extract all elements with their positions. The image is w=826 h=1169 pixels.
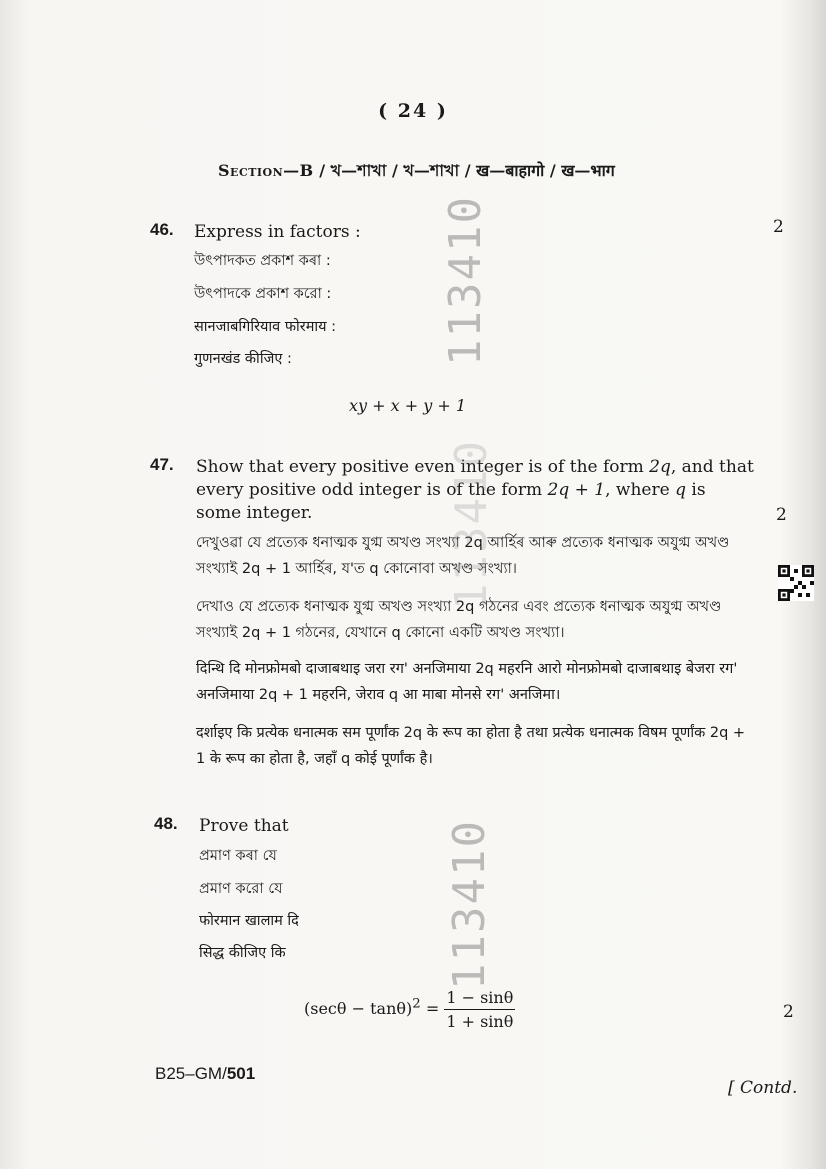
math-2q: 2q	[649, 457, 671, 477]
question-46-number: 46.	[150, 220, 174, 239]
paper-code-prefix: B25–GM/	[155, 1064, 227, 1083]
question-46-english: Express in factors :	[194, 222, 361, 242]
math-q: q	[675, 480, 686, 500]
question-47-number: 47.	[150, 455, 174, 474]
identity-lhs: (secθ − tanθ)	[304, 999, 413, 1018]
question-48-assamese: প্ৰমাণ কৰা যে	[199, 848, 277, 864]
continued-label: [ Contd.	[728, 1078, 798, 1098]
question-47-marks: 2	[776, 505, 787, 525]
identity-equals: =	[425, 999, 440, 1018]
section-heading	[218, 158, 615, 185]
section-heading-english: Section—B	[218, 161, 314, 180]
math-2q-plus-1: 2q + 1	[547, 480, 606, 500]
serial-number-stamp-2: 113410	[444, 819, 495, 990]
question-47-english-part4: is some integer.	[196, 480, 706, 523]
serial-number-stamp: 113410	[440, 195, 491, 366]
question-47-assamese: দেখুওৱা যে প্ৰত্যেক ধনাত্মক যুগ্ম অখণ্ড সংখ্যা 2q আৰ্হিৰ আৰু প্ৰত্যেক ধনাত্মক অযুগ্ম অখণ্ড সংখ্যাই 2q + 1 আৰ্হিৰ, য'ত q কোনোবা অখণ্ড সংখ্যা।	[196, 535, 730, 577]
paper-code	[155, 1064, 255, 1084]
question-48-identity	[304, 988, 515, 1031]
question-46-marks: 2	[773, 217, 784, 237]
question-46-bodo: सानजाबगिरियाव फोरमाय :	[194, 319, 337, 335]
serial-number-stamp-faint: 113410	[446, 439, 497, 610]
question-48-bodo: फोरमान खालाम दि	[199, 913, 299, 929]
question-47-english-part3: , where	[605, 480, 676, 500]
question-48-english: Prove that	[199, 816, 289, 836]
question-48-hindi: सिद्ध कीजिए कि	[199, 945, 286, 961]
question-47-hindi: दर्शाइए कि प्रत्येक धनात्मक सम पूर्णांक 2q के रूप का होता है तथा प्रत्येक धनात्मक विषम पूर्णांक 2q + 1 के रूप का होता है, जहाँ q कोई पूर्णांक है।	[196, 725, 746, 767]
question-46-expression: xy + x + y + 1	[349, 396, 467, 415]
identity-numerator: 1 − sinθ	[444, 988, 515, 1010]
question-47-bengali: দেখাও যে প্রত্যেক ধনাত্মক যুগ্ম অখণ্ড সংখ্যা 2q গঠনের এবং প্রত্যেক ধনাত্মক অযুগ্ম অখণ্ড সংখ্যাই 2q + 1 গঠনের, যেখানে q কোনো একটি অখণ্ড সংখ্যা।	[196, 599, 722, 641]
question-47-english-part2: , and that every positive odd integer is of the form	[196, 457, 754, 500]
question-46-bengali: উৎপাদকে প্রকাশ করো :	[194, 286, 332, 302]
qr-code-icon	[778, 565, 814, 601]
question-48-bengali: প্রমাণ করো যে	[199, 881, 283, 897]
question-48-marks: 2	[783, 1002, 794, 1022]
question-47-english-part1: Show that every positive even integer is of the form	[196, 457, 650, 477]
page-number: ( 24 )	[378, 100, 448, 122]
question-46-assamese: উৎপাদকত প্ৰকাশ কৰা :	[194, 253, 331, 269]
paper-code-number: 501	[226, 1064, 256, 1083]
section-heading-translations: / খ—শাখা / খ—শাখা / ख—बाहागो / ख—भाग	[319, 161, 615, 180]
identity-denominator: 1 + sinθ	[446, 1012, 514, 1031]
identity-fraction	[444, 988, 515, 1031]
question-48-number: 48.	[154, 814, 178, 833]
identity-power: 2	[412, 996, 421, 1012]
question-46-hindi: गुणनखंड कीजिए :	[194, 351, 292, 367]
question-47-bodo: दिन्थि दि मोनफ्रोमबो दाजाबथाइ जरा रग' अनजिमाया 2q महरनि आरो मोनफ्रोमबो दाजाबथाइ बेजरा रग' अनजिमाया 2q + 1 महरनि, जेराव q आ माबा मोनसे रग' अनजिमा।	[196, 661, 738, 703]
